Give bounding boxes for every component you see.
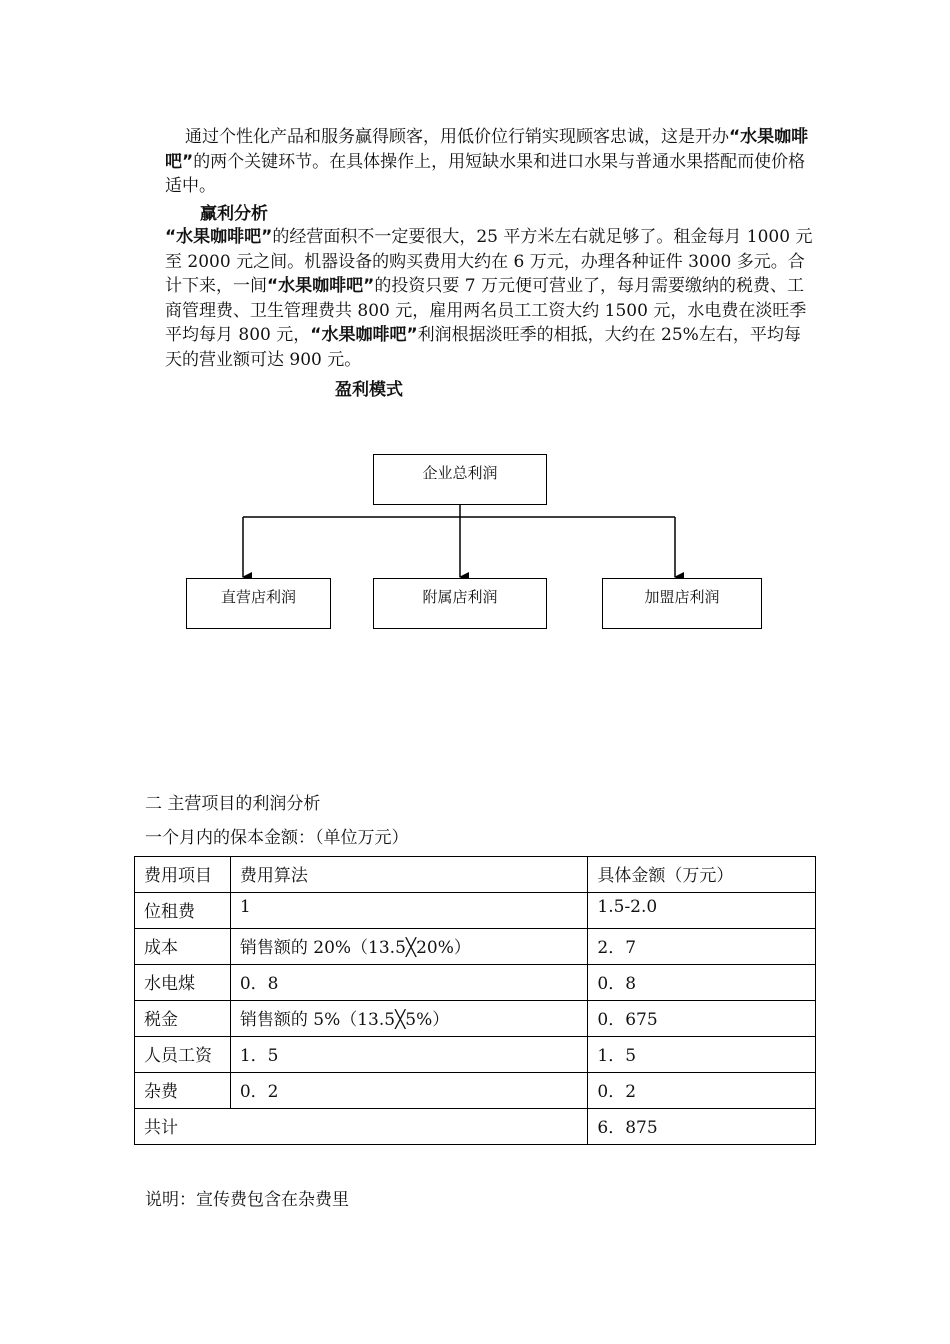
section-subtitle: 一个月内的保本金额：（单位万元） <box>145 828 409 848</box>
cell-item: 人员工资 <box>135 1037 231 1073</box>
cell-method: 1．5 <box>230 1037 588 1073</box>
table-row <box>135 1073 816 1109</box>
profit-text-3: 利润根据淡旺季的相抵，大约在 25%左右，平均每天的营业额可达 900 元。 <box>165 325 801 370</box>
brand-name-1: “水果咖啡吧” <box>165 227 273 247</box>
intro-text-2: 的两个关键环节。在具体操作上，用短缺水果和进口水果与普通水果搭配而使价格适中。 <box>165 151 806 196</box>
cell-method: 0．2 <box>230 1073 588 1109</box>
table-row <box>135 893 816 929</box>
cell-method: 销售额的 20%（13.5╳20%） <box>230 929 588 965</box>
cell-item: 成本 <box>135 929 231 965</box>
cell-amount: 0．8 <box>588 965 816 1001</box>
cell-item: 杂费 <box>135 1073 231 1109</box>
table-row <box>135 929 816 965</box>
cell-amount: 2．7 <box>588 929 816 965</box>
table-total-row <box>135 1109 816 1145</box>
diagram-root-box: 企业总利润 <box>373 454 547 505</box>
cell-method: 1 <box>230 893 588 929</box>
header-method: 费用算法 <box>230 857 588 893</box>
cell-item: 税金 <box>135 1001 231 1037</box>
diagram-child-direct-store: 直营店利润 <box>186 578 331 629</box>
brand-name-2: “水果咖啡吧” <box>267 276 375 296</box>
diagram-child-affiliate-store: 附属店利润 <box>373 578 547 629</box>
header-amount: 具体金额（万元） <box>588 857 816 893</box>
header-item: 费用项目 <box>135 857 231 893</box>
cell-item: 水电煤 <box>135 965 231 1001</box>
breakeven-cost-table <box>134 856 816 1145</box>
profit-analysis-heading: 赢利分析 <box>200 204 268 224</box>
table-row <box>135 1001 816 1037</box>
diagram-child-franchise-store: 加盟店利润 <box>602 578 762 629</box>
profit-model-heading: 盈利模式 <box>335 380 403 400</box>
cell-amount: 0．2 <box>588 1073 816 1109</box>
profit-text-2: 的投资只要 7 万元便可营业了，每月需要缴纳的税费、工商管理费、卫生管理费共 800 元，雇用两名员工工资大约 1500 元，水电费在淡旺季平均每月 800 元， <box>165 276 807 345</box>
total-label: 共计 <box>135 1109 588 1145</box>
intro-brand-name: “水果咖啡吧” <box>165 127 809 172</box>
cell-item: 位租费 <box>135 893 231 929</box>
section-title: 二 主营项目的利润分析 <box>145 794 321 814</box>
cell-method: 销售额的 5%（13.5╳5%） <box>230 1001 588 1037</box>
footnote: 说明：宣传费包含在杂费里 <box>145 1190 349 1210</box>
brand-name-3: “水果咖啡吧” <box>310 325 418 345</box>
total-amount: 6．875 <box>588 1109 816 1145</box>
table-row <box>135 1037 816 1073</box>
cell-amount: 1.5-2.0 <box>588 893 816 929</box>
table-header-row <box>135 857 816 893</box>
profit-text-1: 的经营面积不一定要很大，25 平方米左右就足够了。租金每月 1000 元至 2000 元之间。机器设备的购买费用大约在 6 万元，办理各种证件 3000 多元。合计下来，一间 <box>165 227 813 296</box>
cell-amount: 0．675 <box>588 1001 816 1037</box>
cell-method: 0．8 <box>230 965 588 1001</box>
cell-amount: 1．5 <box>588 1037 816 1073</box>
table-row <box>135 965 816 1001</box>
intro-text-1: 通过个性化产品和服务赢得顾客，用低价位行销实现顾客忠诚，这是开办 <box>185 127 729 147</box>
